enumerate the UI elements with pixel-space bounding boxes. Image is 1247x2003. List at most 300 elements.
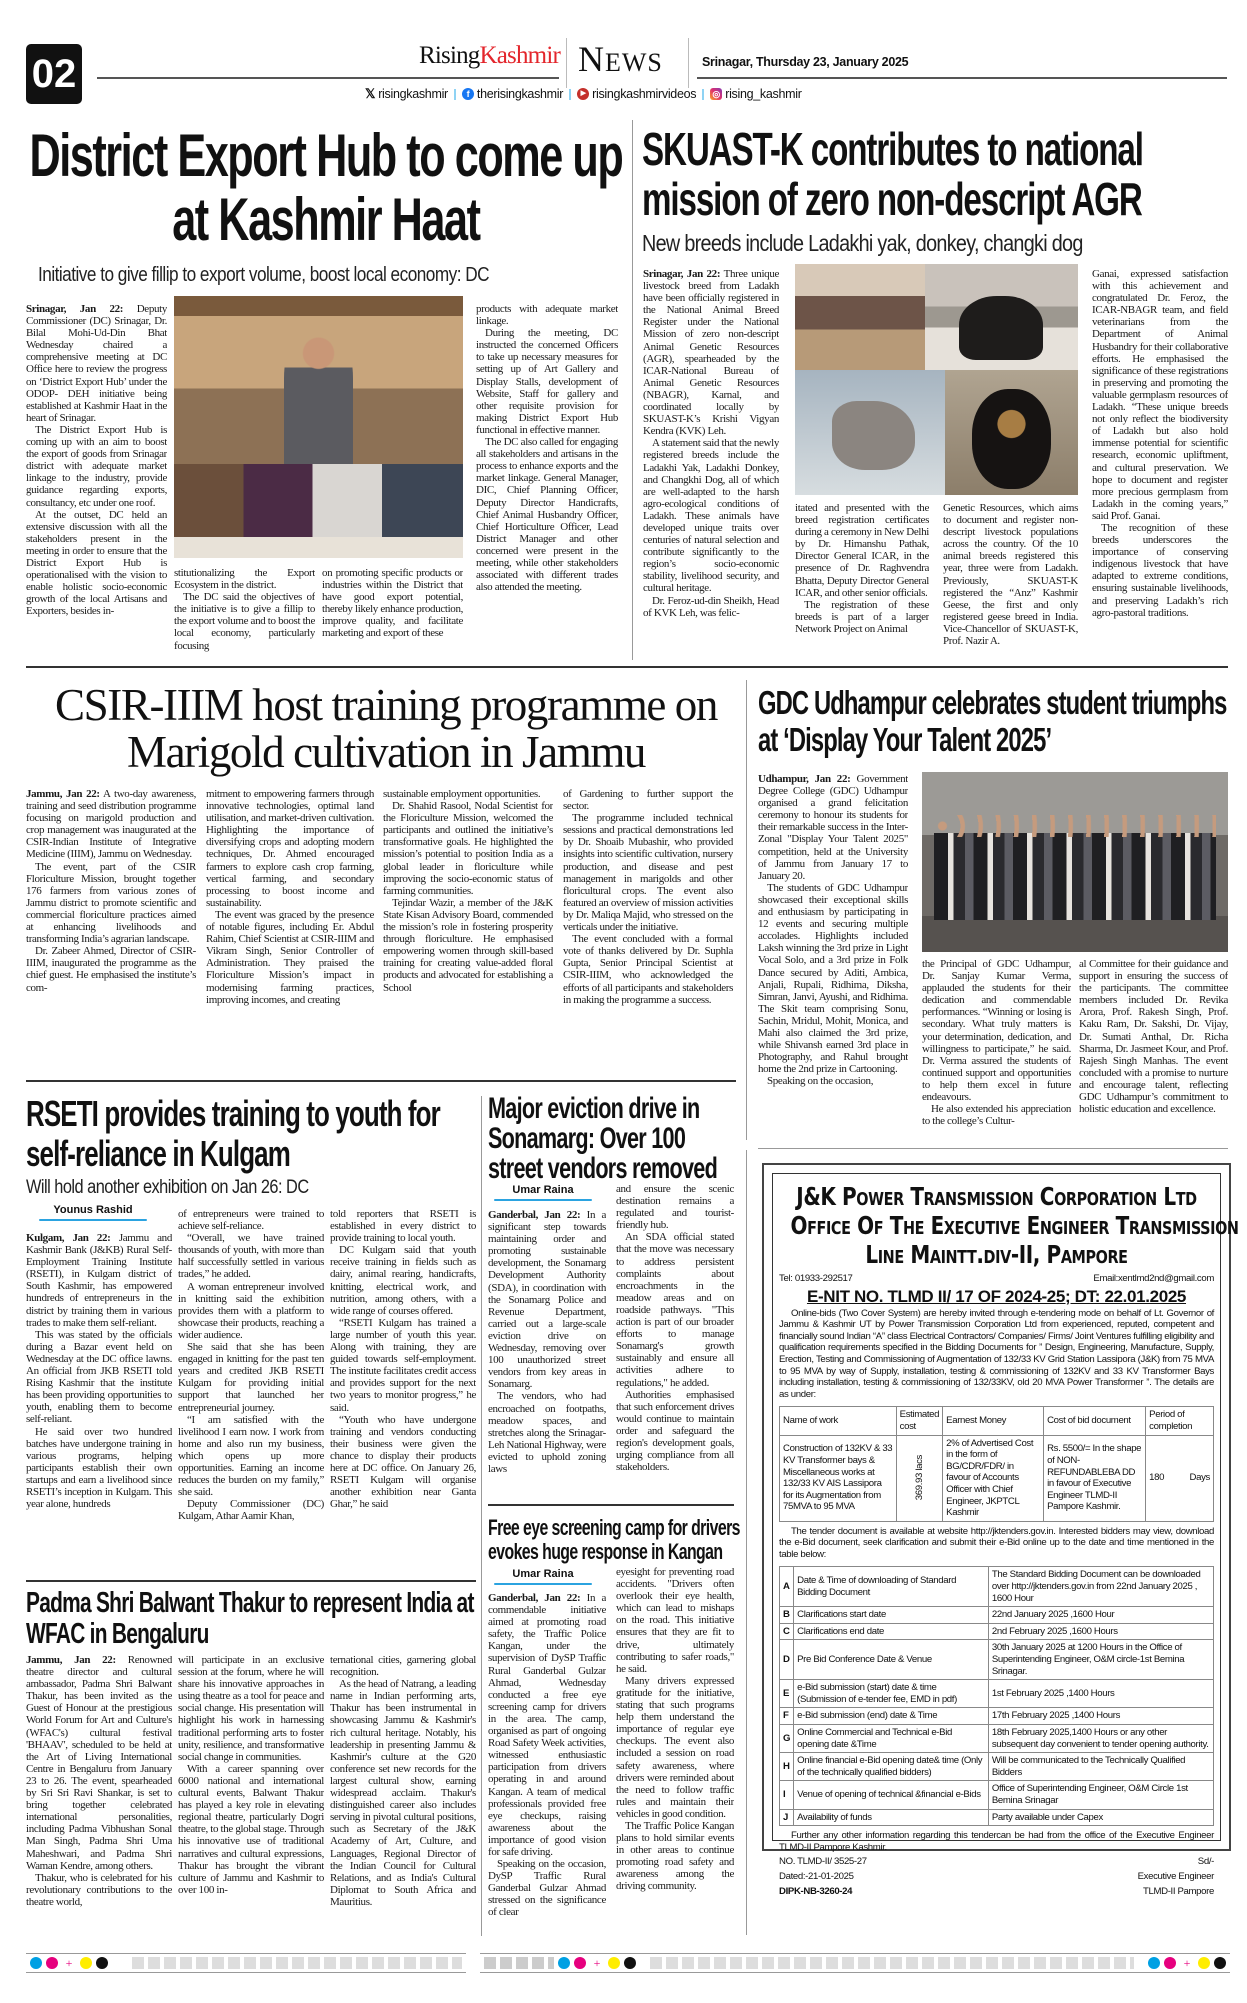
tender-intro: Online-bids (Two Cover System) are hereby invited through e-tendering mode on behalf of Lt. Governor of Jammu & Kashmir UT by Power Transmission Corporation Ltd from experienced, reputed, competent and financially sound Indian “A” class Electrical Contractors/ Companies/ Firms/ Joint Ventures fulfilling eligibility and qualification requirements specified in the Bidding Documents for ” Design, Engineering, Manufacture, Supply, Erection, Testing and Commissioning of Augmentation of 132/33 KV Grid Station Lassipora (J&K) from 75 MVA to 95 MVA by way of Supply, installation, testing & commissioning of 132KV and 33 KV Transformer Bays including installation, testing & commissioning of 132/33KV, old 20 MVA Power Transformer ”. The details are as under: xyxy=(779,1307,1214,1400)
paragraph-text: At the outset, DC held an extensive discussion with all the stakeholders present in the meeting in order to ensure that the District Export Hub is operationalised with the vision to enable holistic socio-economic growth of the local Artisans and Exporters, besides in- xyxy=(26,508,167,618)
paragraph-text: sustainable employment opportunities. xyxy=(383,788,541,800)
paragraph-text: al Committee for their guidance and support in ensuring the success of the participants. The committee members included Dr. Revika Arora, Prof. Rakesh Singh, Prof. Kaku Ram, Dr. Sakshi, Dr. Vijay, Dr. Sumati Anthal, Dr. Richa Sharma, Dr. Jasmeet Kour, and Prof. Rajesh Singh Manhas. The event concluded with a promise to nurture and encourage talent, reflecting GDC Udhampur’s commitment to holistic education and excellence. xyxy=(1079,958,1228,1116)
paragraph xyxy=(330,1208,476,1244)
paragraph-text: Dr. Zabeer Ahmed, Director of CSIR-IIIM, inaugurated the programme as the chief guest. He emphasised the institute’s com- xyxy=(26,945,196,994)
headline-export-hub xyxy=(26,124,626,252)
paragraph-text: The registration of these breeds is part of a larger Network Project on Animal xyxy=(795,598,929,635)
tender-tel: Tel: 01933-292517 xyxy=(779,1273,853,1284)
paragraph xyxy=(322,567,463,640)
registration-mark-icon: + xyxy=(593,1955,601,1970)
article-column xyxy=(943,502,1078,655)
paragraph-text: mitment to empowering farmers through innovative technologies, optimal land utilisation, and market-driven cultivation. Highlighting the importance of diversifying crops and adopting modern techniques, Dr. Ahmed encouraged farmers to explore cash crop farming, vertical farming, and secondary processing to boost income and sustainability. xyxy=(206,788,374,909)
paragraph-text: stitutionalizing the Export Ecosystem in the district. xyxy=(174,567,315,592)
paragraph xyxy=(922,1103,1071,1127)
paragraph xyxy=(26,303,167,424)
paragraph xyxy=(476,327,618,436)
paragraph-text: itated and presented with the breed registration certificates during a ceremony in New Delhi by Dr. Himanshu Pathak, Director General ICAR, in the presence of Dr. Raghvendra Bhatta, Deputy Director General ICAR, and other senior officials. xyxy=(795,502,929,599)
byline: Umar Raina xyxy=(488,1568,598,1585)
tender-schedule-table xyxy=(779,1566,1214,1826)
dateline: Srinagar, Jan 22: xyxy=(643,268,721,280)
schedule-key: G xyxy=(780,1725,794,1753)
paragraph-text: DC Kulgam said that youth receive training in fields such as dairy, animal rearing, handicrafts, knitting, electrical work, and nutrition, among others, with a wide range of courses offered. xyxy=(330,1244,476,1317)
print-registration-bar xyxy=(26,1953,466,1973)
paragraph-text: “I am satisfied with the livelihood I earn now. I work from home and also run my business, which opens up more opportunities. Earning an income reduces the burden on my family,” she said. xyxy=(178,1413,324,1499)
byline: Umar Raina xyxy=(488,1184,598,1201)
article-column xyxy=(26,1654,172,1930)
tender-office: Office Of The Executive Engineer Transmission xyxy=(790,1211,1239,1240)
divider xyxy=(454,89,456,100)
paragraph-text: and ensure the scenic destination remains a regulated and tourist-friendly hub. xyxy=(616,1183,734,1232)
instagram-icon: ◎ xyxy=(710,88,722,100)
social-facebook[interactable] xyxy=(462,87,563,101)
article-column xyxy=(922,958,1071,1139)
paragraph-text: Dr. Shahid Rasool, Nodal Scientist for the Floriculture Mission, welcomed the participants and outlined the initiative’s transformative goals. He highlighted the mission’s potential to position India as a global leader in floriculture while improving the socio-economic status of farming communities. xyxy=(383,800,553,897)
paragraph-text: Dr. Feroz-ud-din Sheikh, Head of KVK Leh, was felic- xyxy=(643,594,779,619)
paragraph xyxy=(488,1209,606,1390)
article-column xyxy=(322,567,463,655)
paragraph xyxy=(178,1341,324,1414)
paragraph xyxy=(643,268,779,437)
article-column xyxy=(26,1232,172,1574)
schedule-row xyxy=(780,1781,1214,1809)
black-swatch xyxy=(96,1957,108,1969)
dateline: Ganderbal, Jan 22: xyxy=(488,1209,581,1221)
section-title xyxy=(578,38,663,80)
headline-csir: CSIR-IIIM host training programme on Marigold cultivation in Jammu xyxy=(55,680,717,777)
black-swatch xyxy=(1214,1957,1226,1969)
paragraph xyxy=(26,1426,172,1511)
paragraph xyxy=(330,1317,476,1414)
paragraph-text: “Overall, we have trained thousands of youth, with more than half successfully settled in various trades,” he added. xyxy=(178,1232,324,1281)
paragraph-text: Tejindar Wazir, a member of the J&K State Kisan Advisory Board, commended the mission’s role in fostering prosperity through floriculture. He emphasised empowering women through skill-based training for creating value-added floral products and advocated for establishing a School xyxy=(383,896,553,994)
schedule-value: Office of Superintending Engineer, O&M Circle 1st Bemina Srinagar xyxy=(988,1781,1213,1809)
issue-date: Srinagar, Thursday 23, January 2025 xyxy=(702,55,909,69)
paragraph xyxy=(943,502,1078,647)
gray-scale-strip xyxy=(650,1957,1134,1969)
tender-availability: The tender document is available at website http://jktenders.gov.in. Interested bidders may view, download the e-Bid document, seek clarification and submit their e-Bid online up to the date and time mentioned in the table below: xyxy=(779,1525,1214,1560)
magenta-swatch xyxy=(46,1957,58,1969)
paragraph-text: told reporters that RSETI is established in every district to provide training to local youth. xyxy=(330,1208,476,1245)
paragraph xyxy=(795,502,929,599)
schedule-value: Will be communicated to the Technically Qualified Bidders xyxy=(988,1753,1213,1781)
table-header-row xyxy=(780,1407,1214,1435)
print-registration-bar xyxy=(480,1953,1230,1973)
paragraph xyxy=(758,1075,908,1087)
magenta-swatch xyxy=(574,1957,586,1969)
subheadline: New breeds include Ladakhi yak, donkey, changki dog xyxy=(642,230,1083,256)
schedule-label: Online financial e-Bid opening date& time (Only of the technically qualified bidders) xyxy=(794,1753,989,1781)
paragraph-text: In a commendable initiative aimed at promoting road safety, the Traffic Police Kangan, under the supervision of DySP Traffic Rural Ganderbal Gulzar Ahmad, Wednesday conducted a free eye screening camp for drivers in the area. The camp, organised as part of ongoing Road Safety Week activities, witnessed enthusiastic participation from drivers operating in and around Kangan. A team of medical professionals provided free eye checkups, raising awareness about the importance of good vision for safe driving. xyxy=(488,1592,606,1858)
schedule-row xyxy=(780,1708,1214,1725)
paragraph-text: ternational cities, garnering global recognition. xyxy=(330,1654,476,1679)
headline-text: Padma Shri Balwant Thakur to represent India at WFAC in Bengaluru xyxy=(26,1587,474,1650)
schedule-key: D xyxy=(780,1640,794,1680)
headline-skuast xyxy=(642,124,1228,224)
paragraph-text: Thakur, who is celebrated for his revolutionary contributions to the theatre world, xyxy=(26,1871,172,1908)
article-column xyxy=(330,1654,476,1930)
schedule-value: 17th February 2025 ,1400 Hours xyxy=(988,1708,1213,1725)
tender-nit-number: E-NIT NO. TLMD II/ 17 OF 2024-25; DT: 22.01.2025 xyxy=(806,1286,1187,1306)
article-column xyxy=(616,1183,734,1481)
paragraph xyxy=(383,788,553,800)
paragraph xyxy=(178,1208,324,1232)
ceremony-photo xyxy=(795,264,925,370)
article-column xyxy=(758,773,908,1139)
paragraph xyxy=(206,909,374,1006)
paragraph xyxy=(330,1654,476,1678)
paragraph-text: The programme included technical sessions and practical demonstrations led by Dr. Shoaib Mubashir, who provided insights into scientific cultivation, nursery production, and disease and pest management in marigolds and other floricultural crops. The event also featured an overview of mission activities by Dr. Maliqa Majid, who stressed on the verticals under the initiative. xyxy=(563,812,733,934)
schedule-key: A xyxy=(780,1567,794,1607)
paragraph xyxy=(476,436,618,593)
gray-scale-strip xyxy=(484,1957,554,1969)
schedule-row xyxy=(780,1640,1214,1680)
col-header: Earnest Money xyxy=(943,1407,1044,1435)
paragraph xyxy=(795,599,929,635)
article-column xyxy=(26,303,167,655)
social-instagram[interactable] xyxy=(710,87,801,101)
paragraph-text: The vendors, who had encroached on footpaths, meadow spaces, and stretches along the Srinagar-Leh National Highway, were evicted to uphold zoning laws xyxy=(488,1390,606,1475)
paragraph-text: on promoting specific products or industries within the District that have good export potential, thereby likely enhance production, improve quality, and facilitate marketing and export of these xyxy=(322,567,463,640)
social-youtube[interactable] xyxy=(577,87,696,101)
headline-text: Major eviction drive in Sonamarg: Over 100 street vendors removed xyxy=(488,1092,718,1185)
article-column xyxy=(1079,958,1228,1139)
paragraph xyxy=(563,812,733,933)
tender-ref-no: NO. TLMD-II/ 3525-27 xyxy=(779,1856,867,1868)
registration-mark-icon: + xyxy=(1183,1955,1191,1970)
paragraph xyxy=(758,882,908,1076)
headline-rseti xyxy=(26,1094,476,1174)
paragraph xyxy=(26,1329,172,1426)
paragraph-text: This was stated by the officials during a Bazar event held on Wednesday at the DC office lawns. An official from JKB RSETI told Rising Kashmir that the institute has been providing opportunities to youth, enabling them to become self-reliant. xyxy=(26,1328,172,1426)
paragraph-text: of entrepreneurs were trained to achieve self-reliance. xyxy=(178,1208,324,1233)
paragraph-text: Government Degree College (GDC) Udhampur organised a grand felicitation ceremony to honour its students for their remarkable success in the Inter-Zonal "Display Your Talent 2025" competition, held at the University of Jammu from January 17 to January 20. xyxy=(758,773,908,882)
paragraph-text: products with adequate market linkage. xyxy=(476,303,618,328)
col-header: Estimated cost xyxy=(896,1407,943,1435)
paragraph-text: The DC also called for engaging all stakeholders and artisans in the process to enhance exports and the market linkage. General Manager, DIC, Chief Planning Officer, Deputy Director Handicrafts, Chief Animal Husbandry Officer, Chief Horticulture Officer, Lead District Manager and other concerned were present in the meeting, while other stakeholders associated with different trades also attended the meeting. xyxy=(476,436,618,594)
article-column xyxy=(174,567,315,655)
cyan-swatch xyxy=(30,1957,42,1969)
schedule-value: 2nd February 2025 ,1600 Hours xyxy=(988,1623,1213,1640)
schedule-row xyxy=(780,1725,1214,1753)
paragraph xyxy=(563,788,733,812)
paragraph xyxy=(330,1244,476,1317)
facebook-icon: f xyxy=(462,88,474,100)
paragraph-text: The recognition of these breeds underscores the importance of conserving indigenous livestock that have adapted to extreme conditions, ensuring sustainable livelihoods, and preserving Ladakh’s rich agro-pastoral traditions. xyxy=(1092,521,1228,619)
col-header: Name of work xyxy=(780,1407,897,1435)
schedule-label: Venue of opening of technical &financial e-Bids xyxy=(794,1781,989,1809)
dateline: Srinagar, Jan 22: xyxy=(26,303,124,315)
page-number: 02 xyxy=(26,44,82,104)
paragraph xyxy=(26,1232,172,1329)
paragraph xyxy=(178,1232,324,1280)
paragraph xyxy=(178,1654,324,1763)
paragraph-text: An SDA official stated that the move was necessary to address persistent complaints about encroachments in the meadow areas and on roadside pathways. "This action is part of our broader efforts to manage Sonamarg's growth sustainably and ensure all activities adhere to regulations," he added. xyxy=(616,1231,734,1389)
paragraph xyxy=(616,1675,734,1820)
schedule-value: 18th February 2025,1400 Hours or any other subsequent day convenient to tender opening authority. xyxy=(988,1725,1213,1753)
paragraph xyxy=(616,1820,734,1893)
paragraph-text: will participate in an exclusive session at the forum, where he will share his innovative approaches in using theatre as a tool for peace and social change. His presentation will highlight his work in harnessing traditional performing arts to foster unity, resilience, and transformative social change in communities. xyxy=(178,1654,324,1763)
schedule-row xyxy=(780,1623,1214,1640)
paragraph xyxy=(643,595,779,619)
schedule-key: J xyxy=(780,1809,794,1826)
schedule-key: B xyxy=(780,1607,794,1624)
paragraph xyxy=(26,424,167,509)
article-column xyxy=(643,268,779,655)
paragraph xyxy=(563,933,733,1006)
cyan-swatch xyxy=(1148,1957,1160,1969)
paragraph xyxy=(616,1231,734,1388)
headline-eye-camp xyxy=(488,1516,740,1564)
students-group-photo xyxy=(922,772,1228,952)
paragraph-text: “RSETI Kulgam has trained a large number of youth this year. Along with training, they are guided towards self-employment. The institute facilitates credit access and provides support for the next two years to monitor progress,” he said. xyxy=(330,1316,476,1414)
bid-document-cost: Rs. 5500/= In the shape of NON-REFUNDABLEBA DD in favour of Executive Engineer TLMD-II Pampore Kashmir. xyxy=(1044,1435,1146,1521)
schedule-key: F xyxy=(780,1708,794,1725)
paragraph-text: The DC said the objectives of the initiative is to give a fillip to the export volume and to boost the local economy, particularly focusing xyxy=(174,591,315,652)
paragraph-text: The District Export Hub is coming up with an aim to boost the export of goods from Srinagar district with adequate market linkage to the industry, provide guidance regarding exports, consultancy, etc under one roof. xyxy=(26,423,167,509)
social-handle: rising_kashmir xyxy=(725,87,802,101)
gray-scale-strip xyxy=(132,1957,462,1969)
dateline: Udhampur, Jan 22: xyxy=(758,773,851,785)
headline-text: GDC Udhampur celebrates student triumphs at ‘Display Your Talent 2025’ xyxy=(758,684,1227,758)
divider xyxy=(569,89,571,100)
paragraph-text: Deputy Commissioner (DC) Kulgam, Athar Aamir Khan, xyxy=(178,1498,324,1523)
schedule-value: The Standard Bidding Document can be downloaded over http://jktenders.gov.in from 22nd January 2025 , 1600 Hour xyxy=(988,1567,1213,1607)
headline-text: Free eye screening camp for drivers evokes huge response in Kangan xyxy=(488,1515,740,1564)
paragraph-text: The event, part of the CSIR Floriculture Mission, brought together 176 farmers from various zones of Jammu district to promote scientific and commercial floriculture practices aimed at enhancing livelihoods and transforming India’s agrarian landscape. xyxy=(26,860,196,946)
paragraph xyxy=(330,1678,476,1908)
signatory-title: Executive Engineer xyxy=(1137,1870,1214,1882)
subheadline: Initiative to give fillip to export volume, boost local economy: DC xyxy=(38,264,490,286)
paragraph-text: With a career spanning over 6000 national and international cultural events, Balwant Thakur has played a key role in elevating regional theatre, particularly Dogri theatre, to the global stage. Through his innovative use of traditional narratives and cultural expressions, Thakur has brought the vibrant culture of Jammu and Kashmir to over 100 in- xyxy=(178,1762,324,1896)
paragraph-text: The students of GDC Udhampur showcased their exceptional skills and enthusiasm by participating in 12 events and securing multiple accolades. Highlights included Laksh winning the 3rd prize in Light Vocal Solo, and a 3rd prize in Folk Dance secured by Aditi, Ambica, Anjali, Rupali, Ridhima, Diksha, Simran, Janvi, Ayushi, and Ridhima. The Skit team comprising Sonu, Sachin, Mridul, Mohit, Monica, and Mahi also claimed the 3rd prize, while Shivansh earned 3rd place in Photography, and Rahul brought home the 2nd prize in Cartooning. xyxy=(758,881,908,1076)
x-icon: 𝕏 xyxy=(365,86,376,101)
paragraph xyxy=(26,861,196,946)
schedule-key: E xyxy=(780,1680,794,1708)
magenta-swatch xyxy=(1164,1957,1176,1969)
section-rest: EWS xyxy=(605,48,663,77)
byline: Younus Rashid xyxy=(33,1204,153,1221)
paragraph xyxy=(643,437,779,594)
headline-text: SKUAST-K contributes to national mission of zero non-descript AGR xyxy=(642,123,1143,225)
paragraph xyxy=(26,1872,172,1908)
paragraph-text: Genetic Resources, which aims to document and register non-descript livestock populations across the country. Of the 10 animal breeds registered this year, three were from Ladakh. Previously, SKUAST-K registered the “Anz” Kashmir Geese, the first and only registered geese breed in India. Vice-Chancellor of SKUAST-K, Prof. Nazir A. xyxy=(943,502,1078,648)
paragraph-text: Deputy Commissioner (DC) Srinagar, Dr. Bilal Mohi-Ud-Din Bhat Wednesday chaired a comprehensive meeting at DC Office here to review the progress on ‘District Export Hub’ under the ODOP- DEH initiative being established at Kashmir Haat in the heart of Srinagar. xyxy=(26,303,167,424)
paragraph-text: Speaking on the occasion, DySP Traffic Rural Ganderbal Gulzar Ahmad stressed on the significance of clear xyxy=(488,1858,606,1919)
schedule-value: 30th January 2025 at 1200 Hours in the Office of Superintending Engineer, O&M circle-1st Bemina Srinagar. xyxy=(988,1640,1213,1680)
schedule-label: Availability of funds xyxy=(794,1809,989,1826)
paragraph xyxy=(922,958,1071,1103)
paragraph-text: Ganai, expressed satisfaction with this achievement and congratulated Dr. Feroz, the ICAR-NBAGR team, and field veterinarians from the Department of Animal Husbandry for their collaborative efforts. He emphasised the significance of these registrations in preserving and promoting the valuable germplasm resources of Ladakh. “These unique breeds not only reflect the biodiversity of Ladakh but also hold immense potential for scientific research, economic upliftment, and cultural preservation. We hope to document and register more precious germplasm from Ladakh in the coming years,” said Prof. Ganai. xyxy=(1092,268,1228,522)
article-column xyxy=(206,788,374,1044)
paragraph xyxy=(26,1654,172,1872)
paragraph xyxy=(1092,268,1228,522)
paragraph xyxy=(26,788,196,861)
dateline: Jammu, Jan 22: xyxy=(26,788,100,800)
paragraph-text: The Traffic Police Kangan plans to hold similar events in other areas to continue promoting road safety and awareness among the driving community. xyxy=(616,1819,734,1893)
estimated-cost: 369.93 lacs xyxy=(913,1455,925,1501)
meeting-photo xyxy=(174,296,463,558)
paragraph xyxy=(1079,958,1228,1115)
paragraph-text: A two-day awareness, training and seed distribution programme focusing on marigold production and crop management was inaugurated at the CSIR-Indian Institute of Integrative Medicine (IIIM), Jammu on Wednesday. xyxy=(26,788,196,861)
paragraph xyxy=(178,1414,324,1499)
yak-photo xyxy=(925,264,1078,370)
article-column xyxy=(488,1592,606,1930)
paragraph xyxy=(488,1858,606,1918)
schedule-label: Online Commercial and Technical e-Bid opening date &Time xyxy=(794,1725,989,1753)
schedule-key: C xyxy=(780,1623,794,1640)
paragraph-text: “Youth who have undergone training and vendors conducting their business were given the chance to display their products here at DC office. On January 26, RSETI Kulgam will organise another exhibition near Ganta Ghar,” he said xyxy=(330,1413,476,1511)
schedule-row xyxy=(780,1809,1214,1826)
paragraph-text: He said over two hundred batches have undergone training in various programs, helping participants establish their own startups and earn a livelihood since RSETI’s inception in Kulgam. This year alone, hundreds xyxy=(26,1425,172,1511)
article-column xyxy=(476,303,618,655)
paragraph-text: Many drivers expressed gratitude for the initiative, stating that such programs help them understand the importance of regular eye checkups. The event also included a session on road safety awareness, where drivers were reminded about the need to follow traffic rules and maintain their vehicles in good condition. xyxy=(616,1674,734,1820)
headline-text: RSETI provides training to youth for self-reliance in Kulgam xyxy=(26,1093,440,1174)
article-column xyxy=(488,1209,606,1481)
paragraph xyxy=(178,1281,324,1341)
masthead-logo xyxy=(380,42,560,70)
schedule-label: Pre Bid Conference Date & Venue xyxy=(794,1640,989,1680)
youtube-icon: ▶ xyxy=(577,88,589,100)
paragraph xyxy=(26,509,167,618)
paragraph-text: eyesight for preventing road accidents. "Drivers often overlook their eye health, which can lead to mishaps on the road. This initiative ensures that they are fit to drive, ultimately contributing to safer roads," he said. xyxy=(616,1566,734,1675)
paragraph xyxy=(616,1389,734,1474)
paragraph xyxy=(178,1763,324,1896)
schedule-label: e-Bid submission (end) date & Time xyxy=(794,1708,989,1725)
tender-org-name: J&K Power Transmission Corporation Ltd xyxy=(796,1182,1197,1211)
paragraph xyxy=(174,567,315,591)
paragraph xyxy=(488,1592,606,1858)
paragraph-text: Authorities emphasised that such enforcement drives would continue to maintain order and safeguard the region's development goals, urging compliance from all stakeholders. xyxy=(616,1388,734,1474)
paragraph xyxy=(330,1414,476,1511)
yellow-swatch xyxy=(80,1957,92,1969)
yellow-swatch xyxy=(1198,1957,1210,1969)
schedule-row xyxy=(780,1567,1214,1607)
social-handle: risingkashmir xyxy=(378,87,448,101)
tender-email[interactable]: Email:xentlmd2nd@gmail.com xyxy=(1093,1273,1214,1284)
schedule-value: 1st February 2025 ,1400 Hours xyxy=(988,1680,1213,1708)
paragraph-text: Renowned theatre director and cultural ambassador, Padma Shri Balwant Thakur, has been invited as the Guest of Honour at the prestigious World Forum for Art and Culture's (WFAC's) cultural festival 'BHAAV', scheduled to be held at the Art of Living International Centre in Bengaluru from January 23 to 26. The event, spearheaded by Sri Sri Ravi Shankar, is set to bring together celebrated international personalities, including Padma Vibhushan Sonal Man Singh, Padma Shri Uma Maheshwari, and Padma Shri Waman Kendre, among others. xyxy=(26,1654,172,1872)
breeds-photo-collage xyxy=(795,264,1078,495)
article-column xyxy=(26,788,196,1044)
tender-work-table xyxy=(779,1406,1214,1521)
schedule-value: Party available under Capex xyxy=(988,1809,1213,1826)
article-column xyxy=(178,1654,324,1930)
paragraph xyxy=(476,303,618,327)
social-handle: therisingkashmir xyxy=(476,87,564,101)
headline-padma xyxy=(26,1588,476,1650)
paragraph-text: A woman entrepreneur involved in knitting said the exhibition provides them with a platform to showcase their products, reaching a wider audience. xyxy=(178,1280,324,1341)
paragraph-text: The event concluded with a formal vote of thanks delivered by Dr. Suphla Gupta, Senior Principal Scientist at CSIR-IIIM, who acknowledged the efforts of all participants and stakeholders in making the programme a success. xyxy=(563,933,733,1006)
paragraph xyxy=(206,788,374,909)
schedule-label: Clarifications end date xyxy=(794,1623,989,1640)
paragraph-text: She said that she has been engaged in knitting for the past ten years and credited JKB RSETI Kulgam for providing initial support that launched her entrepreneurial journey. xyxy=(178,1341,324,1414)
social-handle: risingkashmirvideos xyxy=(592,87,697,101)
signature: Sd/- xyxy=(1197,1856,1214,1868)
brand-rising: Rising xyxy=(419,42,480,69)
dog-photo xyxy=(945,370,1078,495)
cyan-swatch xyxy=(558,1957,570,1969)
paragraph-text: Jammu and Kashmir Bank (J&KB) Rural Self-Employment Training Institute (RSETI), in Kulgam district of South Kashmir, has empowered hundreds of entrepreneurs in the district by training them in various trades to make them self-reliant. xyxy=(26,1232,172,1329)
donkey-photo xyxy=(795,370,945,495)
article-column xyxy=(795,502,929,655)
headline-eviction xyxy=(488,1094,740,1184)
work-name: Construction of 132KV & 33 KV Transformer bays & Miscellaneous works at 132/33 KV AIS Lassipora for its Augmentation from 75MVA to 95 MVA xyxy=(780,1435,897,1521)
table-row xyxy=(780,1435,1214,1521)
schedule-label: e-Bid submission (start) date & time (Submission of e-tender fee, EMD in pdf) xyxy=(794,1680,989,1708)
schedule-label: Date & Time of downloading of Standard Bidding Document xyxy=(794,1567,989,1607)
paragraph-text: Three unique livestock breed from Ladakh have been officially registered in the National Animal Breed Register under the National Mission of zero non-descript Animal Genetic Resources (AGR), spearheaded by the ICAR-National Bureau of Animal Genetic Resources (NBAGR), Karnal, and coordinated locally by SKUAST-K’s Krishi Vigyan Kendra (KVK) Leh. xyxy=(643,268,779,438)
paragraph-text: He also extended his appreciation to the college’s Cultur- xyxy=(922,1103,1071,1128)
schedule-key: I xyxy=(780,1781,794,1809)
col-header: Cost of bid document xyxy=(1044,1407,1146,1435)
paragraph-text: Speaking on the occasion, xyxy=(767,1075,874,1088)
paragraph xyxy=(616,1566,734,1675)
tender-dated: Dated:-21-01-2025 xyxy=(779,1870,854,1882)
paragraph-text: During the meeting, DC instructed the concerned Officers to take up necessary measures for setting up of Art Gallery and Display Stalls, development of Website, Staff for gallery and other requisite provision for making District Export Hub functional in effective manner. xyxy=(476,327,618,436)
article-column xyxy=(1092,268,1228,655)
black-swatch xyxy=(624,1957,636,1969)
schedule-row xyxy=(780,1607,1214,1624)
dateline: Ganderbal, Jan 22: xyxy=(488,1592,581,1604)
schedule-label: Clarifications start date xyxy=(794,1607,989,1624)
article-column xyxy=(563,788,733,1044)
period-value: 180 xyxy=(1149,1472,1165,1484)
headline-gdc xyxy=(758,684,1228,758)
paragraph xyxy=(383,897,553,994)
article-column xyxy=(330,1208,476,1574)
schedule-value: 22nd January 2025 ,1600 Hour xyxy=(988,1607,1213,1624)
schedule-row xyxy=(780,1680,1214,1708)
article-column xyxy=(383,788,553,1044)
social-x[interactable] xyxy=(365,86,448,102)
tender-division: Line Maintt.div-II, Pampore xyxy=(865,1240,1128,1269)
paragraph xyxy=(26,945,196,993)
dipk-code: DIPK-NB-3260-24 xyxy=(779,1885,853,1897)
paragraph-text: of Gardening to further support the sector. xyxy=(563,788,733,813)
article-column xyxy=(178,1208,324,1574)
tender-further-info: Further any other information regarding this tendercan be had from the office of the Executive Engineer TLMD-II Pampore Kashmir. xyxy=(779,1830,1214,1853)
section-initial: N xyxy=(578,39,605,79)
tender-notice-ad xyxy=(762,1163,1239,1897)
paragraph xyxy=(488,1390,606,1475)
schedule-row xyxy=(780,1753,1214,1781)
headline-text: District Export Hub to come up at Kashmir Haat xyxy=(29,122,623,253)
paragraph xyxy=(758,773,908,882)
subheadline: Will hold another exhibition on Jan 26: DC xyxy=(26,1177,309,1198)
yellow-swatch xyxy=(608,1957,620,1969)
social-links xyxy=(365,86,802,102)
paragraph xyxy=(1092,522,1228,619)
earnest-money: 2% of Advertised Cost in the form of BG/CDR/FDR/ in favour of Accounts Officer with Chief Engineer, JKPTCL Kashmir xyxy=(943,1435,1044,1521)
paragraph xyxy=(616,1183,734,1231)
registration-mark-icon: + xyxy=(65,1955,73,1970)
period-unit: Days xyxy=(1189,1472,1210,1484)
paragraph-text: the Principal of GDC Udhampur, Dr. Sanjay Kumar Verma, applauded the students for their dedication and commendable performances. “Winning or losing is secondary. What truly matters is your determination, dedication, and willingness to participate,” he said. Dr. Verma assured the students of continued support and opportunities to help them excel in future endeavours. xyxy=(922,958,1071,1104)
paragraph xyxy=(178,1498,324,1522)
dateline: Kulgam, Jan 22: xyxy=(26,1232,111,1244)
paragraph xyxy=(174,591,315,651)
dateline: Jammu, Jan 22: xyxy=(26,1654,116,1666)
brand-kashmir: Kashmir xyxy=(479,42,560,69)
schedule-key: H xyxy=(780,1753,794,1781)
paragraph-text: The event was graced by the presence of notable figures, including Er. Abdul Rahim, Chief Scientist at CSIR-IIIM and Vikram Singh, Senior Controller of Administration. They praised the Floriculture Mission’s impact in modernising farming practices, improving incomes, and creating xyxy=(206,908,374,1006)
paragraph xyxy=(383,800,553,897)
col-header: Period of completion xyxy=(1146,1407,1214,1435)
paragraph-text: As the head of Natrang, a leading name in Indian performing arts, Thakur has been instrumental in showcasing Jammu & Kashmir's rich cultural heritage. Notably, his leadership in presenting Jammu & Kashmir's culture at the G20 conference set new records for the largest cultural show, earning widespread acclaim. Thakur's distinguished career also includes serving in pivotal cultural positions, such as Secretary of the J&K Academy of Art, Culture, and Languages, Regional Director of the Indian Council for Cultural Relations, and as India's Cultural Diplomat to South Africa and Mauritius. xyxy=(330,1678,476,1908)
divider xyxy=(702,89,704,100)
signatory-office: TLMD-II Pampore xyxy=(1143,1885,1214,1897)
article-column xyxy=(616,1566,734,1930)
